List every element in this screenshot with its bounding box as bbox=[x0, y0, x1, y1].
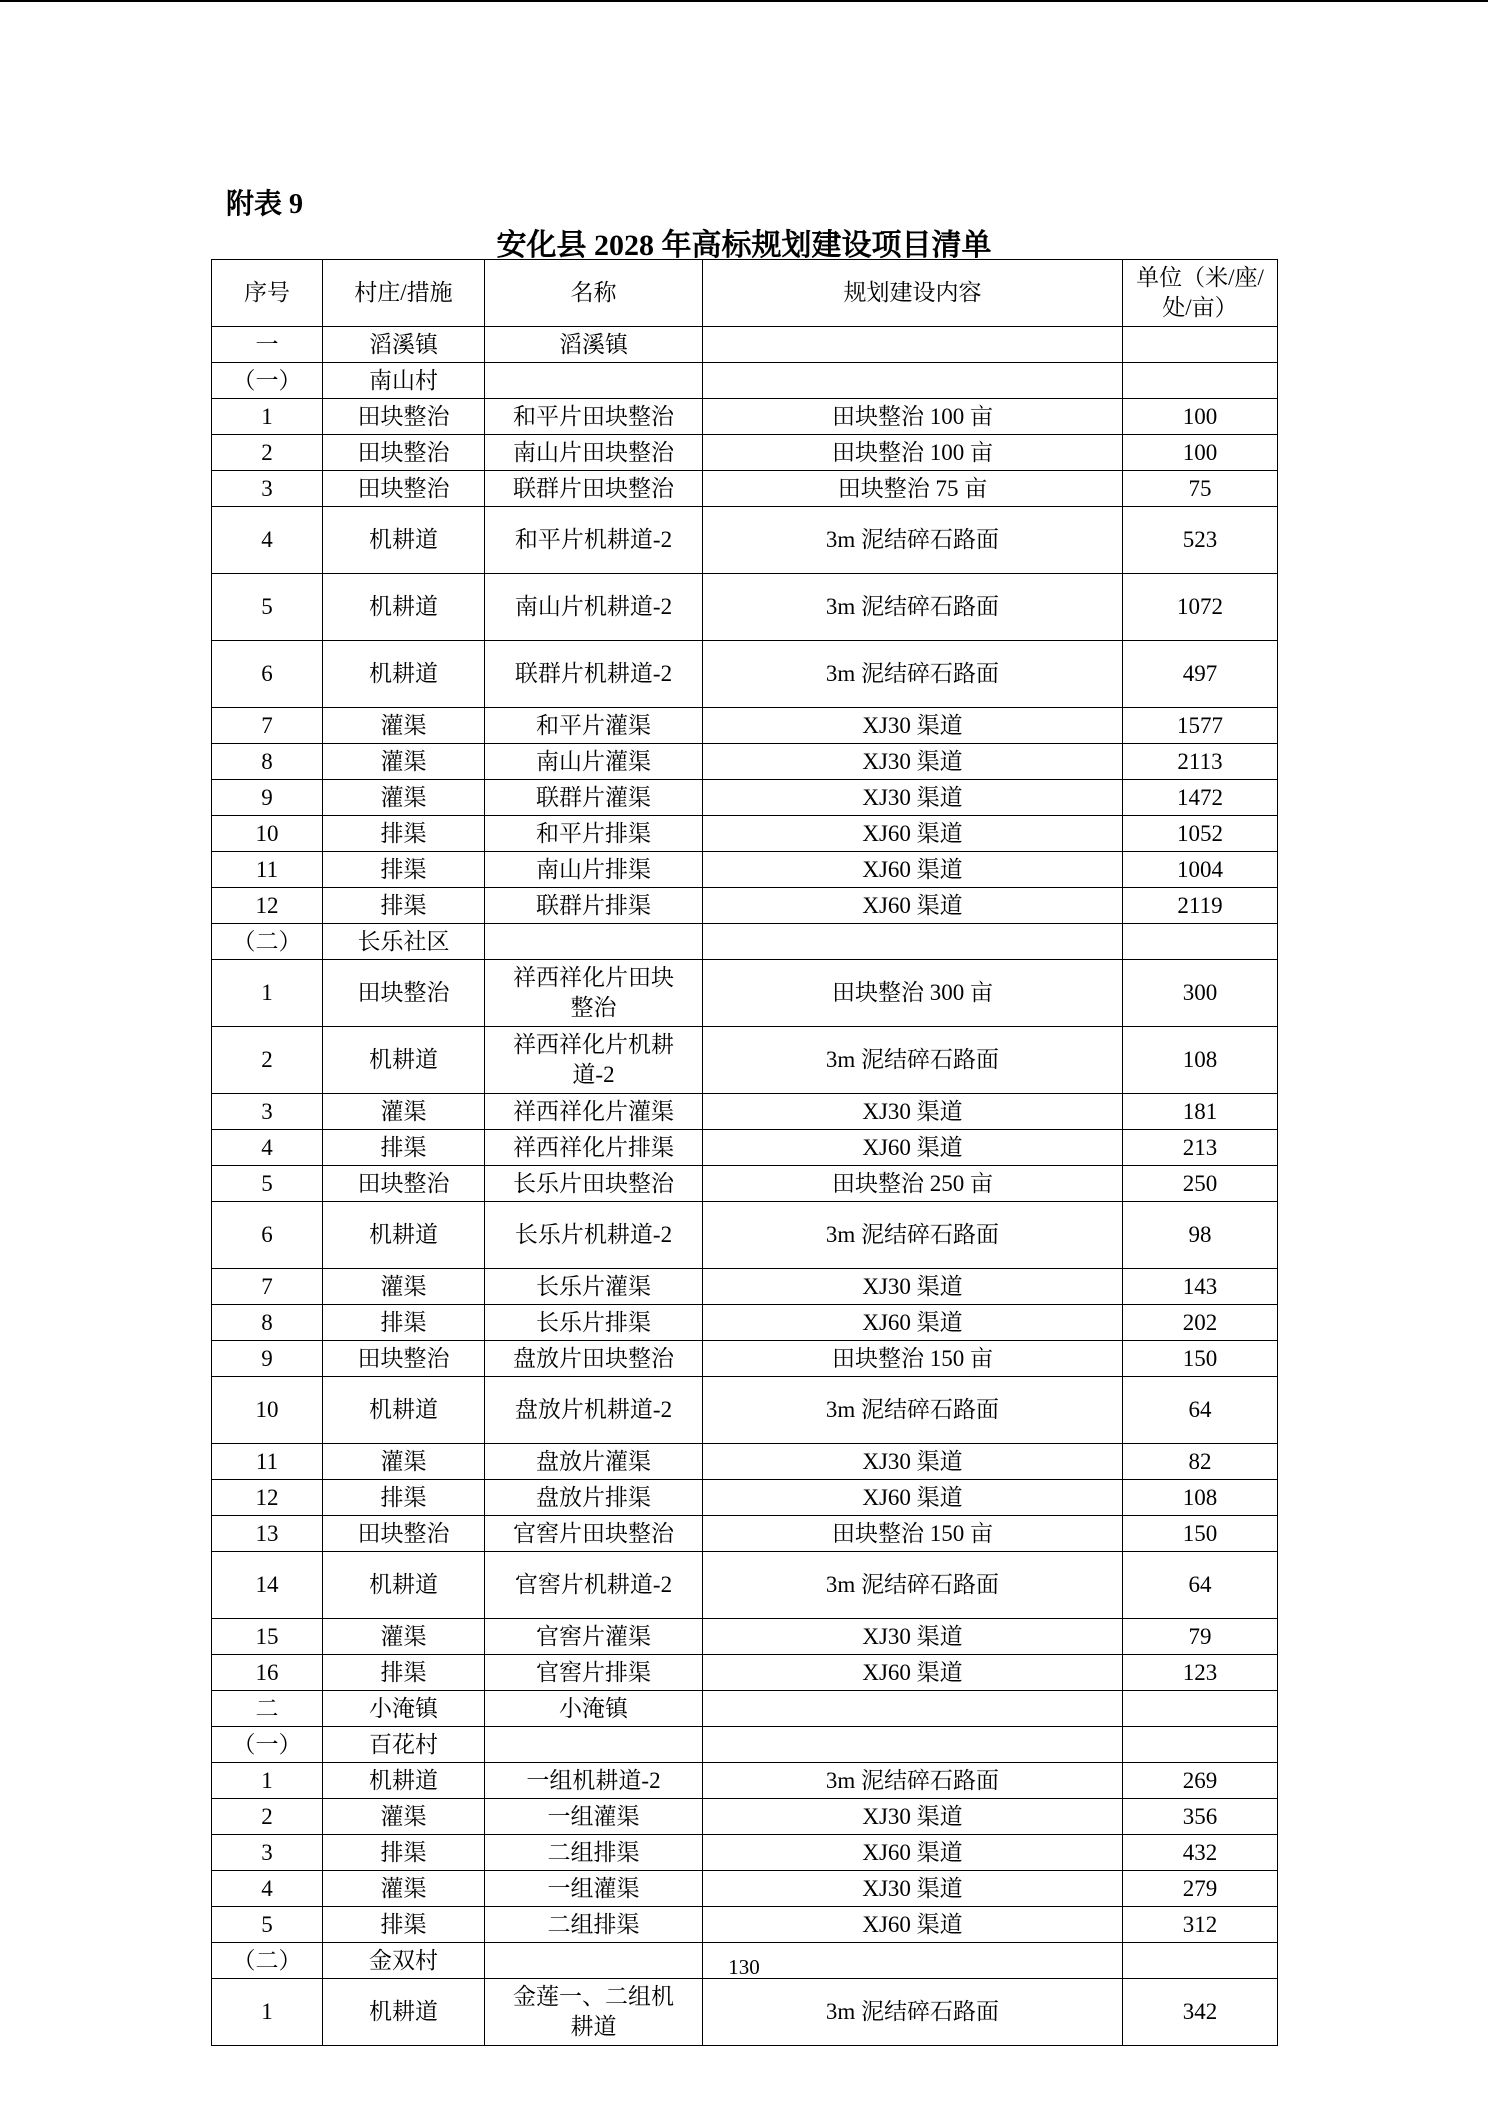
cell-content: XJ30 渠道 bbox=[703, 780, 1123, 816]
cell-seq: 14 bbox=[212, 1552, 323, 1619]
cell-village: 排渠 bbox=[323, 1130, 485, 1166]
cell-seq: 1 bbox=[212, 1979, 323, 2046]
cell-content: 田块整治 100 亩 bbox=[703, 399, 1123, 435]
cell-village: 机耕道 bbox=[323, 1979, 485, 2046]
cell-content: XJ60 渠道 bbox=[703, 1907, 1123, 1943]
cell-seq: 12 bbox=[212, 888, 323, 924]
cell-unit: 250 bbox=[1123, 1166, 1278, 1202]
cell-village: 灌渠 bbox=[323, 1871, 485, 1907]
cell-seq: 5 bbox=[212, 1166, 323, 1202]
cell-seq: 8 bbox=[212, 1305, 323, 1341]
cell-name: 盘放片排渠 bbox=[485, 1480, 703, 1516]
cell-content: XJ30 渠道 bbox=[703, 1619, 1123, 1655]
cell-village: 机耕道 bbox=[323, 1552, 485, 1619]
cell-village: 滔溪镇 bbox=[323, 327, 485, 363]
cell-name: 长乐片田块整治 bbox=[485, 1166, 703, 1202]
cell-seq: 4 bbox=[212, 507, 323, 574]
cell-unit: 213 bbox=[1123, 1130, 1278, 1166]
cell-content: XJ60 渠道 bbox=[703, 1305, 1123, 1341]
cell-content: XJ60 渠道 bbox=[703, 1480, 1123, 1516]
cell-content bbox=[703, 327, 1123, 363]
cell-name: 联群片排渠 bbox=[485, 888, 703, 924]
cell-content: XJ30 渠道 bbox=[703, 1094, 1123, 1130]
cell-content: 田块整治 150 亩 bbox=[703, 1341, 1123, 1377]
table-row bbox=[212, 471, 1278, 507]
cell-village: 机耕道 bbox=[323, 507, 485, 574]
cell-name: 祥西祥化片机耕道-2 bbox=[485, 1027, 703, 1094]
cell-village: 田块整治 bbox=[323, 399, 485, 435]
cell-name: 一组灌渠 bbox=[485, 1799, 703, 1835]
table-row bbox=[212, 435, 1278, 471]
cell-unit: 1577 bbox=[1123, 708, 1278, 744]
table-title: 安化县 2028 年高标规划建设项目清单 bbox=[496, 229, 992, 262]
cell-seq: 5 bbox=[212, 574, 323, 641]
cell-village: 机耕道 bbox=[323, 1763, 485, 1799]
cell-unit: 1472 bbox=[1123, 780, 1278, 816]
cell-name: 官窖片田块整治 bbox=[485, 1516, 703, 1552]
cell-village: 百花村 bbox=[323, 1727, 485, 1763]
cell-seq: 1 bbox=[212, 1763, 323, 1799]
cell-seq: 5 bbox=[212, 1907, 323, 1943]
cell-village: 排渠 bbox=[323, 852, 485, 888]
cell-name: 和平片机耕道-2 bbox=[485, 507, 703, 574]
cell-unit: 432 bbox=[1123, 1835, 1278, 1871]
table-row bbox=[212, 1727, 1278, 1763]
cell-content: XJ60 渠道 bbox=[703, 852, 1123, 888]
project-table bbox=[211, 259, 1278, 2046]
cell-seq: 11 bbox=[212, 852, 323, 888]
table-row bbox=[212, 1444, 1278, 1480]
cell-name: 祥西祥化片排渠 bbox=[485, 1130, 703, 1166]
cell-unit: 1004 bbox=[1123, 852, 1278, 888]
cell-village: 排渠 bbox=[323, 816, 485, 852]
cell-unit bbox=[1123, 1691, 1278, 1727]
table-row bbox=[212, 888, 1278, 924]
cell-content: 3m 泥结碎石路面 bbox=[703, 1377, 1123, 1444]
cell-unit bbox=[1123, 327, 1278, 363]
cell-unit: 342 bbox=[1123, 1979, 1278, 2046]
table-row bbox=[212, 1202, 1278, 1269]
cell-name: 盘放片田块整治 bbox=[485, 1341, 703, 1377]
table-row bbox=[212, 1341, 1278, 1377]
cell-content: 田块整治 250 亩 bbox=[703, 1166, 1123, 1202]
cell-unit: 497 bbox=[1123, 641, 1278, 708]
cell-village: 机耕道 bbox=[323, 1202, 485, 1269]
cell-content: 田块整治 75 亩 bbox=[703, 471, 1123, 507]
cell-seq: 8 bbox=[212, 744, 323, 780]
table-header-row bbox=[212, 260, 1278, 327]
cell-village: 金双村 bbox=[323, 1943, 485, 1979]
cell-unit bbox=[1123, 1727, 1278, 1763]
cell-name: 南山片田块整治 bbox=[485, 435, 703, 471]
cell-content: XJ60 渠道 bbox=[703, 1130, 1123, 1166]
table-row bbox=[212, 507, 1278, 574]
table-row bbox=[212, 1094, 1278, 1130]
cell-name: 二组排渠 bbox=[485, 1907, 703, 1943]
cell-village: 田块整治 bbox=[323, 960, 485, 1027]
cell-seq: 6 bbox=[212, 641, 323, 708]
cell-content: 3m 泥结碎石路面 bbox=[703, 1763, 1123, 1799]
cell-name: 南山片灌渠 bbox=[485, 744, 703, 780]
cell-name: 金莲一、二组机耕道 bbox=[485, 1979, 703, 2046]
cell-unit: 82 bbox=[1123, 1444, 1278, 1480]
table-row bbox=[212, 327, 1278, 363]
cell-content: 3m 泥结碎石路面 bbox=[703, 574, 1123, 641]
table-row bbox=[212, 1691, 1278, 1727]
cell-name: 长乐片排渠 bbox=[485, 1305, 703, 1341]
cell-seq: 3 bbox=[212, 1094, 323, 1130]
cell-unit: 150 bbox=[1123, 1516, 1278, 1552]
cell-seq: 3 bbox=[212, 1835, 323, 1871]
cell-village: 田块整治 bbox=[323, 1341, 485, 1377]
cell-village: 田块整治 bbox=[323, 471, 485, 507]
table-row bbox=[212, 780, 1278, 816]
cell-name: 南山片排渠 bbox=[485, 852, 703, 888]
cell-village: 灌渠 bbox=[323, 1799, 485, 1835]
cell-unit: 108 bbox=[1123, 1027, 1278, 1094]
cell-content: XJ30 渠道 bbox=[703, 1444, 1123, 1480]
cell-seq: 4 bbox=[212, 1871, 323, 1907]
cell-seq: 2 bbox=[212, 1799, 323, 1835]
cell-unit: 312 bbox=[1123, 1907, 1278, 1943]
cell-name: 联群片灌渠 bbox=[485, 780, 703, 816]
table-row bbox=[212, 1269, 1278, 1305]
cell-content: 3m 泥结碎石路面 bbox=[703, 1027, 1123, 1094]
cell-seq: 4 bbox=[212, 1130, 323, 1166]
cell-seq: 15 bbox=[212, 1619, 323, 1655]
table-row bbox=[212, 816, 1278, 852]
header-village: 村庄/措施 bbox=[323, 260, 485, 327]
cell-name bbox=[485, 363, 703, 399]
cell-unit: 356 bbox=[1123, 1799, 1278, 1835]
cell-seq: （一） bbox=[212, 363, 323, 399]
table-row bbox=[212, 1835, 1278, 1871]
cell-seq: 9 bbox=[212, 780, 323, 816]
header-unit: 单位（米/座/处/亩） bbox=[1123, 260, 1278, 327]
cell-seq: （二） bbox=[212, 1943, 323, 1979]
table-row bbox=[212, 1871, 1278, 1907]
cell-unit: 1072 bbox=[1123, 574, 1278, 641]
cell-unit: 108 bbox=[1123, 1480, 1278, 1516]
cell-content bbox=[703, 1691, 1123, 1727]
header-seq: 序号 bbox=[212, 260, 323, 327]
cell-content bbox=[703, 363, 1123, 399]
table-row bbox=[212, 1480, 1278, 1516]
table-row bbox=[212, 960, 1278, 1027]
cell-content: XJ60 渠道 bbox=[703, 1835, 1123, 1871]
cell-village: 机耕道 bbox=[323, 1027, 485, 1094]
cell-village: 灌渠 bbox=[323, 744, 485, 780]
table-row bbox=[212, 1619, 1278, 1655]
cell-name: 南山片机耕道-2 bbox=[485, 574, 703, 641]
page-top-border bbox=[0, 0, 1488, 2]
table-row bbox=[212, 1907, 1278, 1943]
cell-unit: 100 bbox=[1123, 399, 1278, 435]
header-name: 名称 bbox=[485, 260, 703, 327]
table-row bbox=[212, 1516, 1278, 1552]
cell-content: 田块整治 150 亩 bbox=[703, 1516, 1123, 1552]
cell-name: 和平片田块整治 bbox=[485, 399, 703, 435]
table-row bbox=[212, 1799, 1278, 1835]
cell-content: XJ30 渠道 bbox=[703, 1799, 1123, 1835]
cell-name: 二组排渠 bbox=[485, 1835, 703, 1871]
cell-unit: 523 bbox=[1123, 507, 1278, 574]
cell-unit: 75 bbox=[1123, 471, 1278, 507]
cell-seq: 6 bbox=[212, 1202, 323, 1269]
cell-seq: 11 bbox=[212, 1444, 323, 1480]
cell-content: XJ30 渠道 bbox=[703, 1269, 1123, 1305]
cell-unit: 279 bbox=[1123, 1871, 1278, 1907]
cell-unit: 64 bbox=[1123, 1377, 1278, 1444]
cell-name: 长乐片机耕道-2 bbox=[485, 1202, 703, 1269]
cell-unit: 100 bbox=[1123, 435, 1278, 471]
cell-village: 机耕道 bbox=[323, 574, 485, 641]
cell-content: 3m 泥结碎石路面 bbox=[703, 641, 1123, 708]
cell-seq: （一） bbox=[212, 1727, 323, 1763]
cell-name: 官窖片机耕道-2 bbox=[485, 1552, 703, 1619]
cell-seq: 10 bbox=[212, 816, 323, 852]
cell-village: 排渠 bbox=[323, 1480, 485, 1516]
cell-unit: 1052 bbox=[1123, 816, 1278, 852]
cell-village: 小淹镇 bbox=[323, 1691, 485, 1727]
cell-village: 灌渠 bbox=[323, 1094, 485, 1130]
cell-village: 灌渠 bbox=[323, 1269, 485, 1305]
cell-village: 排渠 bbox=[323, 1907, 485, 1943]
cell-seq: 2 bbox=[212, 1027, 323, 1094]
cell-unit: 150 bbox=[1123, 1341, 1278, 1377]
table-row bbox=[212, 744, 1278, 780]
cell-content: XJ30 渠道 bbox=[703, 744, 1123, 780]
cell-village: 排渠 bbox=[323, 888, 485, 924]
cell-name: 小淹镇 bbox=[485, 1691, 703, 1727]
cell-content: XJ30 渠道 bbox=[703, 1871, 1123, 1907]
cell-name: 一组机耕道-2 bbox=[485, 1763, 703, 1799]
page-number: 130 bbox=[728, 1955, 760, 1979]
cell-seq: 7 bbox=[212, 1269, 323, 1305]
cell-seq: 1 bbox=[212, 960, 323, 1027]
cell-name: 祥西祥化片田块整治 bbox=[485, 960, 703, 1027]
cell-name: 联群片机耕道-2 bbox=[485, 641, 703, 708]
table-row bbox=[212, 1979, 1278, 2046]
cell-village: 田块整治 bbox=[323, 1166, 485, 1202]
table-row bbox=[212, 1552, 1278, 1619]
cell-seq: 16 bbox=[212, 1655, 323, 1691]
cell-content: 田块整治 100 亩 bbox=[703, 435, 1123, 471]
cell-seq: 3 bbox=[212, 471, 323, 507]
table-row bbox=[212, 852, 1278, 888]
cell-unit: 64 bbox=[1123, 1552, 1278, 1619]
cell-village: 灌渠 bbox=[323, 1444, 485, 1480]
cell-village: 田块整治 bbox=[323, 435, 485, 471]
cell-village: 机耕道 bbox=[323, 1377, 485, 1444]
cell-name: 和平片灌渠 bbox=[485, 708, 703, 744]
cell-unit: 143 bbox=[1123, 1269, 1278, 1305]
cell-name: 和平片排渠 bbox=[485, 816, 703, 852]
table-row bbox=[212, 1305, 1278, 1341]
table-row bbox=[212, 1166, 1278, 1202]
table-row bbox=[212, 641, 1278, 708]
cell-content bbox=[703, 924, 1123, 960]
cell-unit bbox=[1123, 924, 1278, 960]
table-row bbox=[212, 1377, 1278, 1444]
cell-content: 田块整治 300 亩 bbox=[703, 960, 1123, 1027]
cell-unit: 2113 bbox=[1123, 744, 1278, 780]
table-row bbox=[212, 399, 1278, 435]
cell-seq: 7 bbox=[212, 708, 323, 744]
cell-unit: 202 bbox=[1123, 1305, 1278, 1341]
cell-village: 灌渠 bbox=[323, 780, 485, 816]
cell-seq: （二） bbox=[212, 924, 323, 960]
table-row bbox=[212, 1763, 1278, 1799]
cell-village: 灌渠 bbox=[323, 708, 485, 744]
cell-name: 滔溪镇 bbox=[485, 327, 703, 363]
cell-seq: 2 bbox=[212, 435, 323, 471]
header-content: 规划建设内容 bbox=[703, 260, 1123, 327]
appendix-label: 附表 9 bbox=[226, 189, 304, 220]
cell-name: 祥西祥化片灌渠 bbox=[485, 1094, 703, 1130]
cell-content: 3m 泥结碎石路面 bbox=[703, 507, 1123, 574]
cell-content: XJ30 渠道 bbox=[703, 708, 1123, 744]
table-row bbox=[212, 1130, 1278, 1166]
cell-unit: 2119 bbox=[1123, 888, 1278, 924]
cell-name: 联群片田块整治 bbox=[485, 471, 703, 507]
cell-unit bbox=[1123, 363, 1278, 399]
cell-content: 3m 泥结碎石路面 bbox=[703, 1552, 1123, 1619]
cell-village: 田块整治 bbox=[323, 1516, 485, 1552]
cell-name: 盘放片灌渠 bbox=[485, 1444, 703, 1480]
cell-content: XJ60 渠道 bbox=[703, 888, 1123, 924]
cell-seq: 1 bbox=[212, 399, 323, 435]
cell-village: 机耕道 bbox=[323, 641, 485, 708]
cell-seq: 10 bbox=[212, 1377, 323, 1444]
cell-village: 南山村 bbox=[323, 363, 485, 399]
cell-name: 一组灌渠 bbox=[485, 1871, 703, 1907]
cell-seq: 二 bbox=[212, 1691, 323, 1727]
cell-village: 灌渠 bbox=[323, 1619, 485, 1655]
cell-name: 官窖片灌渠 bbox=[485, 1619, 703, 1655]
cell-village: 排渠 bbox=[323, 1305, 485, 1341]
cell-name bbox=[485, 924, 703, 960]
cell-unit: 79 bbox=[1123, 1619, 1278, 1655]
cell-content: 3m 泥结碎石路面 bbox=[703, 1979, 1123, 2046]
cell-name: 官窖片排渠 bbox=[485, 1655, 703, 1691]
cell-seq: 一 bbox=[212, 327, 323, 363]
cell-content: 3m 泥结碎石路面 bbox=[703, 1202, 1123, 1269]
cell-village: 排渠 bbox=[323, 1655, 485, 1691]
cell-village: 排渠 bbox=[323, 1835, 485, 1871]
cell-village: 长乐社区 bbox=[323, 924, 485, 960]
cell-name: 长乐片灌渠 bbox=[485, 1269, 703, 1305]
cell-unit: 181 bbox=[1123, 1094, 1278, 1130]
cell-unit: 123 bbox=[1123, 1655, 1278, 1691]
table-row bbox=[212, 924, 1278, 960]
cell-seq: 9 bbox=[212, 1341, 323, 1377]
cell-unit: 269 bbox=[1123, 1763, 1278, 1799]
cell-name bbox=[485, 1727, 703, 1763]
cell-seq: 13 bbox=[212, 1516, 323, 1552]
cell-content: XJ60 渠道 bbox=[703, 816, 1123, 852]
cell-content bbox=[703, 1727, 1123, 1763]
cell-unit: 98 bbox=[1123, 1202, 1278, 1269]
cell-unit: 300 bbox=[1123, 960, 1278, 1027]
cell-content: XJ60 渠道 bbox=[703, 1655, 1123, 1691]
table-row bbox=[212, 574, 1278, 641]
cell-name: 盘放片机耕道-2 bbox=[485, 1377, 703, 1444]
table-row bbox=[212, 363, 1278, 399]
table-row bbox=[212, 1027, 1278, 1094]
table-row bbox=[212, 1655, 1278, 1691]
cell-seq: 12 bbox=[212, 1480, 323, 1516]
table-row bbox=[212, 708, 1278, 744]
